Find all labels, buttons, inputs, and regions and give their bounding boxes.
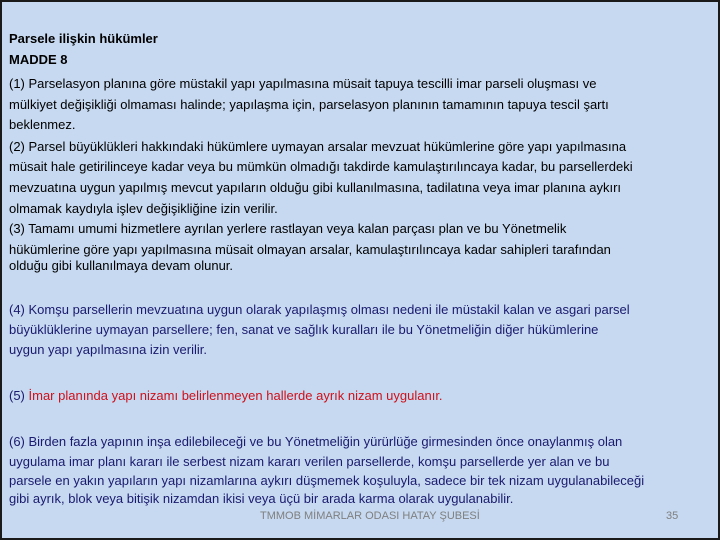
paragraph-1-line: mülkiyet değişikliği olmaması halinde; yapılaşma için, parselasyon planının tamamının tapuya tescil şartı	[9, 97, 609, 112]
paragraph-6-line: gibi ayrık, blok veya bitişik nizamdan ikisi veya üçü bir arada karma olarak uygulanabilir.	[9, 491, 514, 506]
paragraph-6-line: (6) Birden fazla yapının inşa edilebileceği ve bu Yönetmeliğin yürürlüğe girmesinden önce onaylanmış olan	[9, 434, 623, 449]
paragraph-2-line: müsait hale getirilinceye kadar veya bu mümkün olmadığı takdirde kamulaştırılıncaya kadar, bu parsellerdeki	[9, 159, 633, 174]
paragraph-1-line: (1) Parselasyon planına göre müstakil yapı yapılmasına müsait tapuya tescilli imar parseli oluşması ve	[9, 76, 597, 91]
paragraph-4-line: uygun yapı yapılmasına izin verilir.	[9, 342, 207, 357]
paragraph-3-line: olduğu gibi kullanılmaya devam olunur.	[9, 258, 234, 273]
page-number: 35	[666, 510, 679, 522]
paragraph-2-line: (2) Parsel büyüklükleri hakkındaki hükümlere uymayan arsalar mevzuat hükümlerine göre yapı yapılmasına	[9, 139, 627, 154]
paragraph-4-line: (4) Komşu parsellerin mevzuatına uygun olarak yapılaşmış olması nedeni ile müstakil kalan ve asgari parsel	[9, 302, 630, 317]
section-title: Parsele ilişkin hükümler	[9, 31, 158, 46]
paragraph-3-line: (3) Tamamı umumi hizmetlere ayrılan yerlere rastlayan veya kalan parçası plan ve bu Yönetmelik	[9, 221, 567, 236]
paragraph-5-highlight: İmar planında yapı nizamı belirlenmeyen hallerde ayrık nizam uygulanır.	[28, 388, 443, 403]
paragraph-2-line: olmamak kaydıyla işlev değişikliğine izin verilir.	[9, 201, 278, 216]
paragraph-6-line: uygulama imar planı kararı ile serbest nizam kararı verilen parsellerde, komşu parsellerde yer alan ve bu	[9, 454, 610, 469]
article-heading: MADDE 8	[9, 52, 68, 67]
paragraph-3-line: hükümlerine göre yapı yapılmasına müsait olmayan arsalar, kamulaştırılıncaya kadar sahipleri tarafından	[9, 242, 611, 257]
paragraph-5	[9, 388, 443, 404]
paragraph-4-line: büyüklüklerine uymayan parsellere; fen, sanat ve sağlık kuralları ile bu Yönetmeliğin diğer hükümlerine	[9, 322, 599, 337]
paragraph-2-line: mevzuatına uygun yapılmış mevcut yapıların olduğu gibi kullanılmasına, tadilatına veya imar planına aykırı	[9, 180, 622, 195]
paragraph-1-line: beklenmez.	[9, 117, 76, 132]
paragraph-6-line: parsele en yakın yapıların yapı nizamlarına aykırı düşmemek koşuluyla, sadece bir tek nizam uygulanabileceği	[9, 473, 645, 488]
paragraph-5-prefix: (5)	[9, 388, 29, 403]
footer-text: TMMOB MİMARLAR ODASI HATAY ŞUBESİ	[260, 510, 480, 522]
